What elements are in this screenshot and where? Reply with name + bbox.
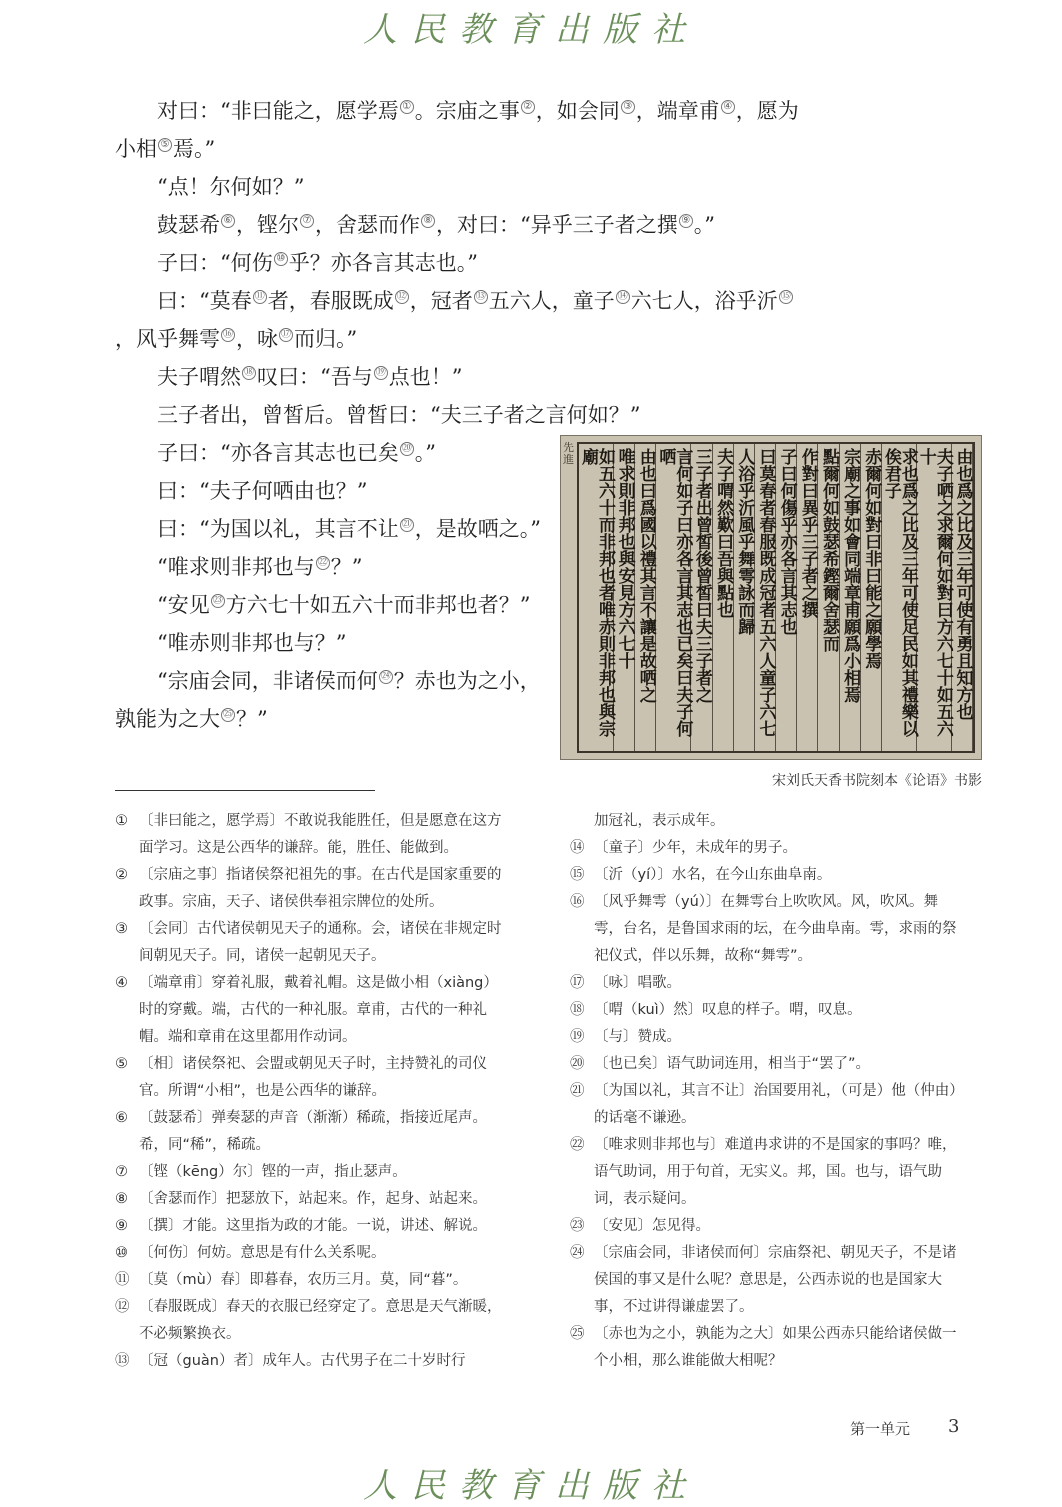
footnote-text: 〔与〕赞成。 bbox=[594, 1029, 681, 1045]
text-segment: “唯求则非邦也与 bbox=[157, 555, 315, 579]
footnotes-right-column bbox=[570, 808, 962, 1375]
text-segment: ，是故哂之。” bbox=[414, 517, 541, 541]
footnote-item bbox=[115, 808, 510, 862]
footnote-text: 〔也已矣〕语气助词连用，相当于“罢了”。 bbox=[594, 1056, 871, 1072]
footnote-text: 〔端章甫〕穿着礼服，戴着礼帽。这是做小相（xiàng）时的穿戴。端，古代的一种礼服。章甫，古代的一种礼帽。端和章甫在这里都用作动词。 bbox=[139, 975, 498, 1045]
footnote-marker[interactable]: ⑰ bbox=[281, 329, 291, 340]
text-segment: “点！尔何如？” bbox=[157, 175, 305, 199]
woodblock-column-text: 子曰何傷乎亦各言其志也 bbox=[776, 448, 797, 635]
text-segment: 五六人，童子 bbox=[488, 289, 615, 313]
footnote-number: ㉓ bbox=[570, 1218, 585, 1234]
text-segment: 子曰：“何伤 bbox=[157, 251, 273, 275]
footnote-text: 〔相〕诸侯祭祀、会盟或朝见天子时，主持赞礼的司仪官。所谓“小相”，也是公西华的谦辞。 bbox=[139, 1056, 487, 1099]
woodblock-print-image bbox=[560, 435, 982, 760]
footnote-item bbox=[115, 1186, 510, 1213]
text-segment: 乎？亦各言其志也。” bbox=[288, 251, 478, 275]
footnote-item bbox=[115, 1213, 510, 1240]
footnote-number: ⑲ bbox=[570, 1029, 585, 1045]
footnote-divider bbox=[115, 790, 375, 791]
text-segment: 叹曰：“吾与 bbox=[257, 365, 373, 389]
footnote-number: ㉑ bbox=[570, 1083, 585, 1099]
footnote-marker[interactable]: ⑱ bbox=[244, 367, 254, 378]
text-segment: ，风乎舞雩 bbox=[115, 327, 220, 351]
footnote-number: ⑯ bbox=[570, 894, 585, 910]
text-segment: 曰：“为国以礼，其言不让 bbox=[157, 517, 399, 541]
footnote-item bbox=[115, 1267, 510, 1294]
publisher-logo-top: 人民教育出版社 bbox=[363, 10, 699, 50]
text-paragraph bbox=[115, 624, 545, 662]
woodblock-column bbox=[579, 444, 614, 751]
woodblock-column bbox=[713, 444, 734, 751]
text-segment: 曰：“夫子何哂由也？” bbox=[157, 479, 368, 503]
text-segment: ，铿尔 bbox=[236, 213, 299, 237]
text-paragraph bbox=[115, 548, 545, 586]
footnote-item bbox=[570, 997, 962, 1024]
footnote-number: ⑦ bbox=[115, 1164, 128, 1180]
woodblock-column-text: 三子者出曾皙後曾皙曰夫三子者之 bbox=[691, 448, 712, 703]
text-paragraph bbox=[115, 92, 805, 168]
text-segment: 点也！” bbox=[388, 365, 463, 389]
footnote-item bbox=[570, 889, 962, 970]
woodblock-column bbox=[952, 444, 973, 751]
footnote-marker[interactable]: ① bbox=[400, 100, 414, 114]
footnote-marker[interactable]: ㉒ bbox=[317, 557, 328, 568]
footnote-number: ⑭ bbox=[570, 840, 585, 856]
text-paragraph bbox=[115, 434, 545, 472]
publisher-logo-bottom: 人民教育出版社 bbox=[363, 1466, 699, 1506]
footnote-marker[interactable]: ㉓ bbox=[212, 595, 223, 606]
text-segment: ，冠者 bbox=[409, 289, 473, 313]
footnote-marker[interactable]: ㉑ bbox=[401, 519, 412, 530]
text-paragraph bbox=[115, 472, 545, 510]
footnote-text: 〔舍瑟而作〕把瑟放下，站起来。作，起身、站起来。 bbox=[139, 1191, 487, 1207]
woodblock-column-text: 夫子喟然歎曰吾與點也 bbox=[713, 448, 734, 618]
footer-unit-label: 第一单元 bbox=[850, 1420, 911, 1438]
footnote-item bbox=[115, 1159, 510, 1186]
woodblock-column-text: 宗廟之事如會同端章甫願爲小相焉 bbox=[840, 448, 861, 703]
woodblock-column-text: 作對曰異乎三子者之撰 bbox=[797, 448, 818, 618]
footnote-number: ⑱ bbox=[570, 1002, 585, 1018]
footnote-number: ③ bbox=[115, 921, 128, 937]
footnote-text: 〔喟（kuì）然〕叹息的样子。喟，叹息。 bbox=[594, 1002, 862, 1018]
footnote-text: 〔风乎舞雩（yú）〕在舞雩台上吹吹风。风，吹风。舞雩，台名，是鲁国求雨的坛，在今曲阜南。雩，求雨的祭祀仪式，伴以乐舞，故称“舞雩”。 bbox=[594, 894, 957, 964]
footnote-number: ㉔ bbox=[570, 1245, 585, 1261]
text-segment: 对曰：“非曰能之，愿学焉 bbox=[157, 99, 399, 123]
image-caption: 宋刘氏天香书院刻本《论语》书影 bbox=[772, 773, 982, 789]
footnote-item bbox=[570, 808, 962, 835]
woodblock-column-text: 言何如子曰亦各言其志也已矣曰夫子何哂 bbox=[655, 448, 693, 737]
footnote-number: ⑰ bbox=[570, 975, 585, 991]
text-paragraph bbox=[115, 206, 805, 244]
text-segment: ，如会同 bbox=[535, 99, 620, 123]
footnote-marker[interactable]: ㉕ bbox=[223, 709, 233, 720]
footnote-marker[interactable]: ⑳ bbox=[401, 443, 412, 454]
woodblock-column bbox=[656, 444, 691, 751]
footnote-number: ⑳ bbox=[570, 1056, 585, 1072]
text-segment: 。” bbox=[693, 213, 715, 237]
text-segment: 而归。” bbox=[294, 327, 358, 351]
woodblock-column-text: 赤爾何如對曰非曰能之願學焉 bbox=[861, 448, 882, 669]
text-segment: “唯赤则非邦也与？” bbox=[157, 631, 347, 655]
footnote-number: ⑪ bbox=[115, 1272, 130, 1288]
footnote-item bbox=[115, 862, 510, 916]
text-segment: 六七人，浴乎沂 bbox=[630, 289, 778, 313]
text-segment: 三子者出，曾皙后。曾皙曰：“夫三子者之言何如？” bbox=[157, 403, 641, 427]
footnote-item bbox=[115, 1051, 510, 1105]
footnote-text: 〔会同〕古代诸侯朝见天子的通称。会，诸侯在非规定时间朝见天子。同，诸侯一起朝见天子。 bbox=[139, 921, 502, 964]
text-paragraph bbox=[115, 282, 805, 358]
footnote-text: 〔安见〕怎见得。 bbox=[594, 1218, 710, 1234]
footnote-marker[interactable]: ② bbox=[521, 100, 535, 114]
text-segment: 曰：“莫春 bbox=[157, 289, 252, 313]
footnote-item bbox=[570, 1213, 962, 1240]
footnote-item bbox=[570, 835, 962, 862]
footnote-number: ① bbox=[115, 813, 128, 829]
footnote-text: 〔铿（kēng）尔〕铿的一声，指止瑟声。 bbox=[139, 1164, 407, 1180]
footnote-item bbox=[570, 1078, 962, 1132]
woodblock-column bbox=[635, 444, 656, 751]
text-segment: ？赤也为之小，孰能为之大 bbox=[115, 669, 541, 731]
text-paragraph bbox=[115, 168, 805, 206]
footnote-text: 〔非曰能之，愿学焉〕不敢说我能胜任，但是愿意在这方面学习。这是公西华的谦辞。能，胜任、能做到。 bbox=[139, 813, 502, 856]
footnote-item bbox=[570, 1024, 962, 1051]
woodblock-column-text: 夫子哂之求爾何如對曰方六七十如五六十 bbox=[915, 448, 953, 737]
footnote-text: 〔撰〕才能。这里指为政的才能。一说，讲述、解说。 bbox=[139, 1218, 487, 1234]
woodblock-column bbox=[691, 444, 712, 751]
woodblock-column-text: 由也曰爲國以禮其言不讓是故哂之 bbox=[635, 448, 656, 703]
woodblock-column-text: 人浴乎沂風乎舞雩詠而歸 bbox=[734, 448, 755, 635]
footnote-number: ⑨ bbox=[115, 1218, 128, 1234]
text-paragraph bbox=[115, 396, 805, 434]
footnote-item bbox=[570, 970, 962, 997]
woodblock-column-text: 如五六十而非邦也者唯赤則非邦也與宗廟 bbox=[578, 448, 615, 737]
footnote-item bbox=[570, 1240, 962, 1321]
footnote-text: 〔莫（mù）春〕即暮春，农历三月。莫，同“暮”。 bbox=[139, 1272, 468, 1288]
footnote-text: 〔为国以礼，其言不让〕治国要用礼，（可是）他（仲由）的话毫不谦逊。 bbox=[594, 1083, 957, 1126]
footnote-number: ⑬ bbox=[115, 1353, 130, 1369]
footnote-item bbox=[115, 1348, 510, 1375]
footnote-text: 〔宗庙之事〕指诸侯祭祀祖先的事。在古代是国家重要的政事。宗庙，天子、诸侯供奉祖宗牌位的处所。 bbox=[139, 867, 502, 910]
text-segment: ，对曰：“异乎三子者之撰 bbox=[436, 213, 678, 237]
text-segment: ？” bbox=[236, 707, 268, 731]
footnote-number: ⑩ bbox=[115, 1245, 128, 1261]
footnote-marker[interactable]: ④ bbox=[721, 100, 735, 114]
footnote-number: ⑫ bbox=[115, 1299, 130, 1315]
text-paragraph bbox=[115, 244, 805, 282]
text-paragraph bbox=[115, 358, 805, 396]
text-segment: 夫子喟然 bbox=[157, 365, 241, 389]
text-segment: ，愿为小相 bbox=[115, 99, 799, 161]
footnote-marker[interactable]: ⑥ bbox=[221, 214, 235, 228]
footnote-item bbox=[570, 1051, 962, 1078]
footnote-text: 〔宗庙会同，非诸侯而何〕宗庙祭祀、朝见天子，不是诸侯国的事又是什么呢？意思是，公西赤说的也是国家大事，不过讲得谦虚罢了。 bbox=[594, 1245, 957, 1315]
woodblock-column bbox=[614, 444, 635, 751]
footnote-number: ⑤ bbox=[115, 1056, 128, 1072]
footnote-item bbox=[570, 1321, 962, 1375]
page-number: 3 bbox=[948, 1416, 960, 1437]
woodblock-column bbox=[882, 444, 917, 751]
footnote-text: 〔何伤〕何妨。意思是有什么关系呢。 bbox=[139, 1245, 386, 1261]
text-paragraph bbox=[115, 662, 545, 738]
woodblock-column-text: 唯求則非邦也與安見方六七十 bbox=[614, 448, 635, 669]
footnote-text: 〔冠（guàn）者〕成年人。古代男子在二十岁时行 bbox=[139, 1353, 466, 1369]
text-segment: 方六七十如五六十而非邦也者？” bbox=[225, 593, 531, 617]
footnote-text: 〔咏〕唱歌。 bbox=[594, 975, 681, 991]
footnote-item bbox=[115, 1294, 510, 1348]
text-segment: ？” bbox=[330, 555, 363, 579]
woodblock-column bbox=[755, 444, 776, 751]
text-segment: “安见 bbox=[157, 593, 210, 617]
footnote-text: 〔鼓瑟希〕弹奏瑟的声音（渐渐）稀疏，指接近尾声。希，同“稀”，稀疏。 bbox=[139, 1110, 487, 1153]
footnote-text: 〔赤也为之小，孰能为之大〕如果公西赤只能给诸侯做一个小相，那么谁能做大相呢？ bbox=[594, 1326, 957, 1369]
footnote-item bbox=[570, 862, 962, 889]
footnote-marker[interactable]: ⑫ bbox=[396, 291, 407, 302]
text-segment: 。宗庙之事 bbox=[414, 99, 520, 123]
footnote-marker[interactable]: ⑤ bbox=[158, 138, 172, 152]
footnote-number: ㉕ bbox=[570, 1326, 585, 1342]
woodblock-column bbox=[861, 444, 882, 751]
footnote-marker[interactable]: ㉔ bbox=[380, 671, 391, 682]
text-segment: “宗庙会同，非诸侯而何 bbox=[157, 669, 378, 693]
woodblock-column bbox=[818, 444, 839, 751]
text-segment: 鼓瑟希 bbox=[157, 213, 220, 237]
woodblock-column bbox=[734, 444, 755, 751]
footnote-marker[interactable]: ⑩ bbox=[274, 252, 288, 266]
footnote-number: ⑧ bbox=[115, 1191, 128, 1207]
text-segment: 焉。” bbox=[173, 137, 216, 161]
footnote-marker[interactable]: ⑦ bbox=[300, 214, 314, 228]
footnote-item bbox=[115, 1105, 510, 1159]
woodblock-column bbox=[776, 444, 797, 751]
text-paragraph bbox=[115, 510, 545, 548]
woodblock-column bbox=[797, 444, 818, 751]
text-segment: 子曰：“亦各言其志也已矣 bbox=[157, 441, 399, 465]
text-segment: ，咏 bbox=[236, 327, 278, 351]
text-paragraph bbox=[115, 586, 545, 624]
footnote-item bbox=[115, 916, 510, 970]
footnote-item bbox=[115, 970, 510, 1051]
text-segment: 者，春服既成 bbox=[267, 289, 394, 313]
footnote-item bbox=[115, 1240, 510, 1267]
footnote-marker[interactable]: ⑧ bbox=[421, 214, 435, 228]
footnote-marker[interactable]: ⑯ bbox=[223, 329, 233, 340]
footnote-marker[interactable]: ⑭ bbox=[617, 291, 628, 302]
footnote-text: 〔童子〕少年，未成年的男子。 bbox=[594, 840, 797, 856]
woodblock-column-text: 求也爲之比及三年可使足民如其禮樂以俟君子 bbox=[880, 448, 918, 737]
text-segment: 。” bbox=[414, 441, 436, 465]
woodblock-column bbox=[917, 444, 952, 751]
woodblock-columns bbox=[577, 442, 975, 753]
text-segment: ，舍瑟而作 bbox=[315, 213, 420, 237]
footnote-marker[interactable]: ③ bbox=[621, 100, 635, 114]
text-segment: ，端章甫 bbox=[635, 99, 720, 123]
footnote-number: ⑮ bbox=[570, 867, 585, 883]
footnote-text: 〔唯求则非邦也与〕难道冉求讲的不是国家的事吗？唯，语气助词，用于句首，无实义。邦，国。也与，语气助词，表示疑问。 bbox=[594, 1137, 957, 1207]
footnote-item bbox=[570, 1132, 962, 1213]
footnote-number: ② bbox=[115, 867, 128, 883]
footnote-number: ⑥ bbox=[115, 1110, 128, 1126]
footnote-text: 〔春服既成〕春天的衣服已经穿定了。意思是天气渐暖，不必频繁换衣。 bbox=[139, 1299, 502, 1342]
woodblock-column-text: 曰莫春者春服既成冠者五六人童子六七 bbox=[755, 448, 776, 737]
footnote-text: 〔沂（yí）〕水名，在今山东曲阜南。 bbox=[594, 867, 832, 883]
footnote-number: ㉒ bbox=[570, 1137, 585, 1153]
footnote-marker[interactable]: ⑨ bbox=[679, 214, 693, 228]
woodblock-column bbox=[840, 444, 861, 751]
footnote-marker[interactable]: ⑪ bbox=[254, 291, 265, 302]
footnotes-left-column bbox=[115, 808, 510, 1375]
footnote-marker[interactable]: ⑲ bbox=[375, 367, 386, 378]
footnote-marker[interactable]: ⑬ bbox=[475, 291, 486, 302]
footnote-text: 加冠礼，表示成年。 bbox=[594, 813, 725, 829]
woodblock-column-text: 由也爲之比及三年可使有勇且知方也 bbox=[952, 448, 973, 720]
woodblock-column-text: 點爾何如鼓瑟希鏗爾舍瑟而 bbox=[818, 448, 839, 652]
footnote-marker[interactable]: ⑮ bbox=[780, 291, 791, 302]
woodblock-side-label: 先進 bbox=[563, 441, 574, 466]
footnote-number: ④ bbox=[115, 975, 128, 991]
